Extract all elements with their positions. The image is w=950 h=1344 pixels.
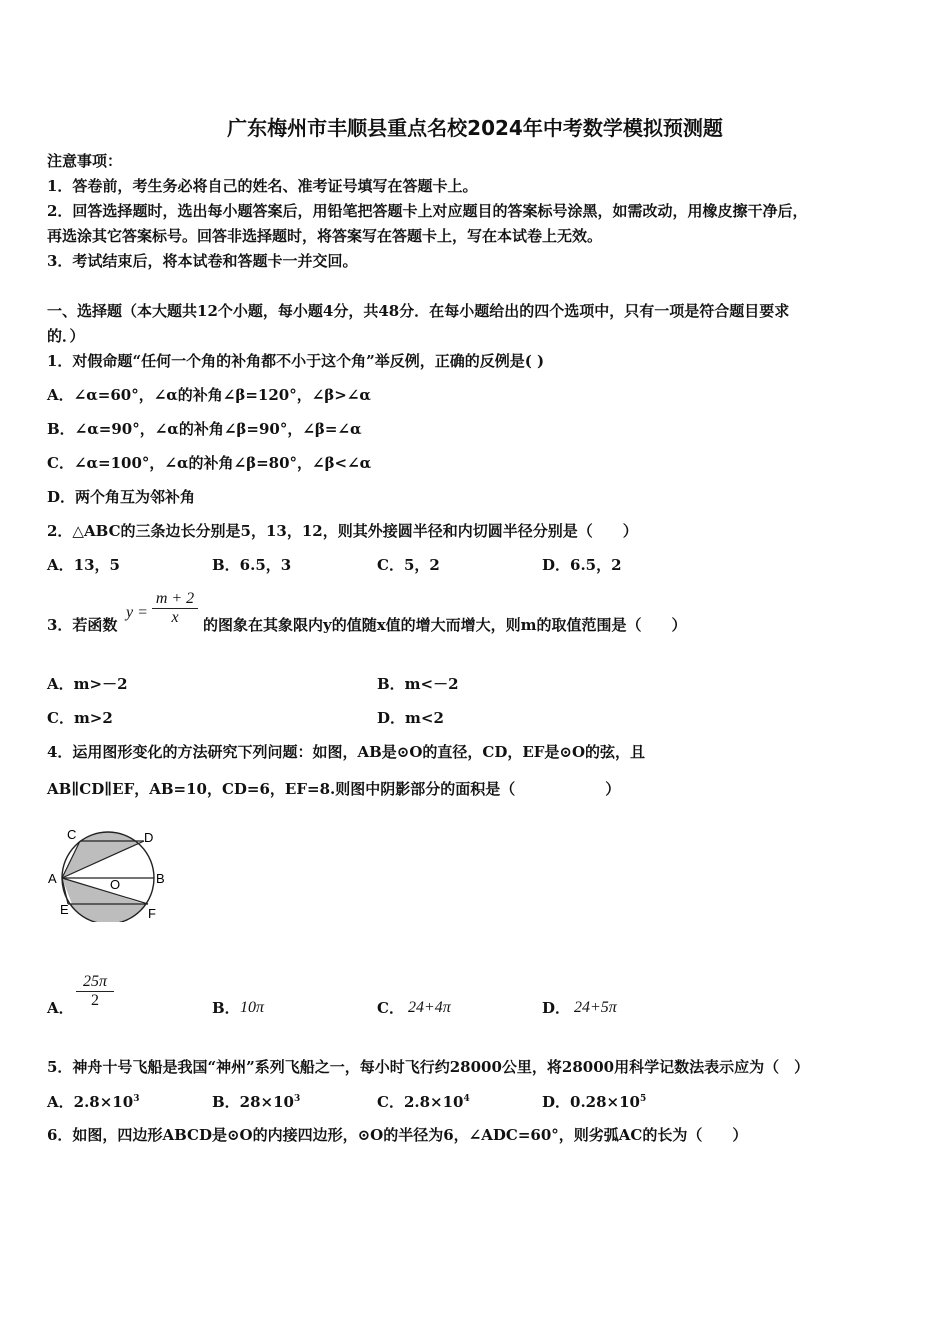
q4-stem-line1: 4．运用图形变化的方法研究下列问题：如图，AB是⊙O的直径，CD，EF是⊙O的弦，且 (47, 743, 646, 761)
q5-option-a-base: A．2.8×10 (47, 1093, 134, 1111)
label-c: C (67, 827, 77, 842)
q4-option-a-denominator: 2 (91, 992, 99, 1009)
q3-option-b: B．m<－2 (377, 675, 459, 693)
q5-option-a (47, 1092, 139, 1112)
q2-option-c: C．5，2 (377, 556, 440, 574)
q1-stem: 1．对假命题“任何一个角的补角都不小于这个角”举反例，正确的反例是( ) (47, 352, 545, 370)
q3-option-c: C．m>2 (47, 709, 113, 727)
q2-stem: 2．△ABC的三条边长分别是5，13，12，则其外接圆半径和内切圆半径分别是（ ） (47, 522, 638, 540)
q2-option-b: B．6.5，3 (212, 556, 292, 574)
q1-option-b: B．∠α=90°，∠α的补角∠β=90°，∠β=∠α (47, 420, 362, 438)
q3-fraction (152, 590, 198, 627)
label-d: D (144, 830, 154, 845)
q3-fraction-numerator: m + 2 (152, 590, 198, 609)
q4-option-b-label: B． (212, 999, 240, 1017)
q4-option-a-fraction (76, 973, 114, 1010)
q4-option-c-value: 24+4π (408, 999, 451, 1016)
q4-option-a-numerator: 25π (76, 973, 114, 992)
section-heading-cont: 的．） (47, 327, 85, 345)
section-heading: 一、选择题（本大题共12个小题，每小题4分，共48分．在每小题给出的四个选项中，只有一项是符合题目要求 (47, 302, 790, 320)
q5-stem: 5．神舟十号飞船是我国“神州”系列飞船之一，每小时飞行约28000公里，将28000用科学记数法表示应为（ ） (47, 1058, 810, 1076)
notice-heading: 注意事项： (47, 152, 123, 170)
label-f: F (148, 906, 156, 921)
label-a: A (48, 871, 57, 886)
label-o: O (110, 877, 121, 892)
page-title: 广东梅州市丰顺县重点名校2024年中考数学模拟预测题 (227, 116, 723, 140)
q5-option-d-exp: 5 (639, 1094, 647, 1104)
q2-option-d: D．6.5，2 (542, 556, 622, 574)
notice-item: 2．回答选择题时，选出每小题答案后，用铅笔把答题卡上对应题目的答案标号涂黑，如需改动，用橡皮擦干净后， (47, 202, 808, 220)
q3-option-d: D．m<2 (377, 709, 444, 727)
q5-option-b-exp: 3 (294, 1094, 301, 1104)
q3-option-a: A．m>－2 (47, 675, 128, 693)
q4-circle-figure (40, 822, 175, 922)
shaded-cap-bottom (60, 904, 160, 922)
q5-option-b-base: B．28×10 (212, 1093, 294, 1111)
q3-func-y: y = (126, 604, 148, 621)
notice-item: 1．答卷前，考生务必将自己的姓名、准考证号填写在答题卡上。 (47, 177, 478, 195)
q4-stem-line2: AB∥CD∥EF，AB=10，CD=6，EF=8.则图中阴影部分的面积是（ ） (47, 780, 621, 798)
q5-option-d (542, 1092, 646, 1112)
q3-fraction-denominator: x (171, 609, 179, 626)
q1-option-c: C．∠α=100°，∠α的补角∠β=80°，∠β<∠α (47, 454, 372, 472)
notice-item: 3．考试结束后，将本试卷和答题卡一并交回。 (47, 252, 358, 270)
q3-prefix: 3．若函数 (47, 616, 118, 634)
q1-option-a: A．∠α=60°，∠α的补角∠β=120°，∠β>∠α (47, 386, 371, 404)
q5-option-b (212, 1092, 300, 1112)
notice-item: 再选涂其它答案标号。回答非选择题时，将答案写在答题卡上，写在本试卷上无效。 (47, 227, 603, 245)
q4-option-d-label: D． (542, 999, 571, 1017)
q5-option-d-base: D．0.28×10 (542, 1093, 640, 1111)
q5-option-c (377, 1092, 470, 1112)
q5-option-c-base: C．2.8×10 (377, 1093, 464, 1111)
label-e: E (60, 902, 69, 917)
q1-option-d: D．两个角互为邻补角 (47, 488, 196, 506)
q2-option-a: A．13，5 (47, 556, 120, 574)
q6-stem: 6．如图，四边形ABCD是⊙O的内接四边形，⊙O的半径为6，∠ADC=60°，则劣弧AC的长为（ ） (47, 1126, 748, 1144)
q3-suffix: 的图象在其象限内y的值随x值的增大而增大，则m的取值范围是（ ） (203, 616, 687, 634)
q4-option-d-value: 24+5π (574, 999, 617, 1016)
label-b: B (156, 871, 165, 886)
q5-option-a-exp: 3 (133, 1094, 140, 1104)
q4-option-b-value: 10π (240, 999, 265, 1016)
q5-option-c-exp: 4 (463, 1094, 470, 1104)
q4-option-a-label: A． (47, 999, 74, 1017)
q4-option-c-label: C． (377, 999, 404, 1017)
